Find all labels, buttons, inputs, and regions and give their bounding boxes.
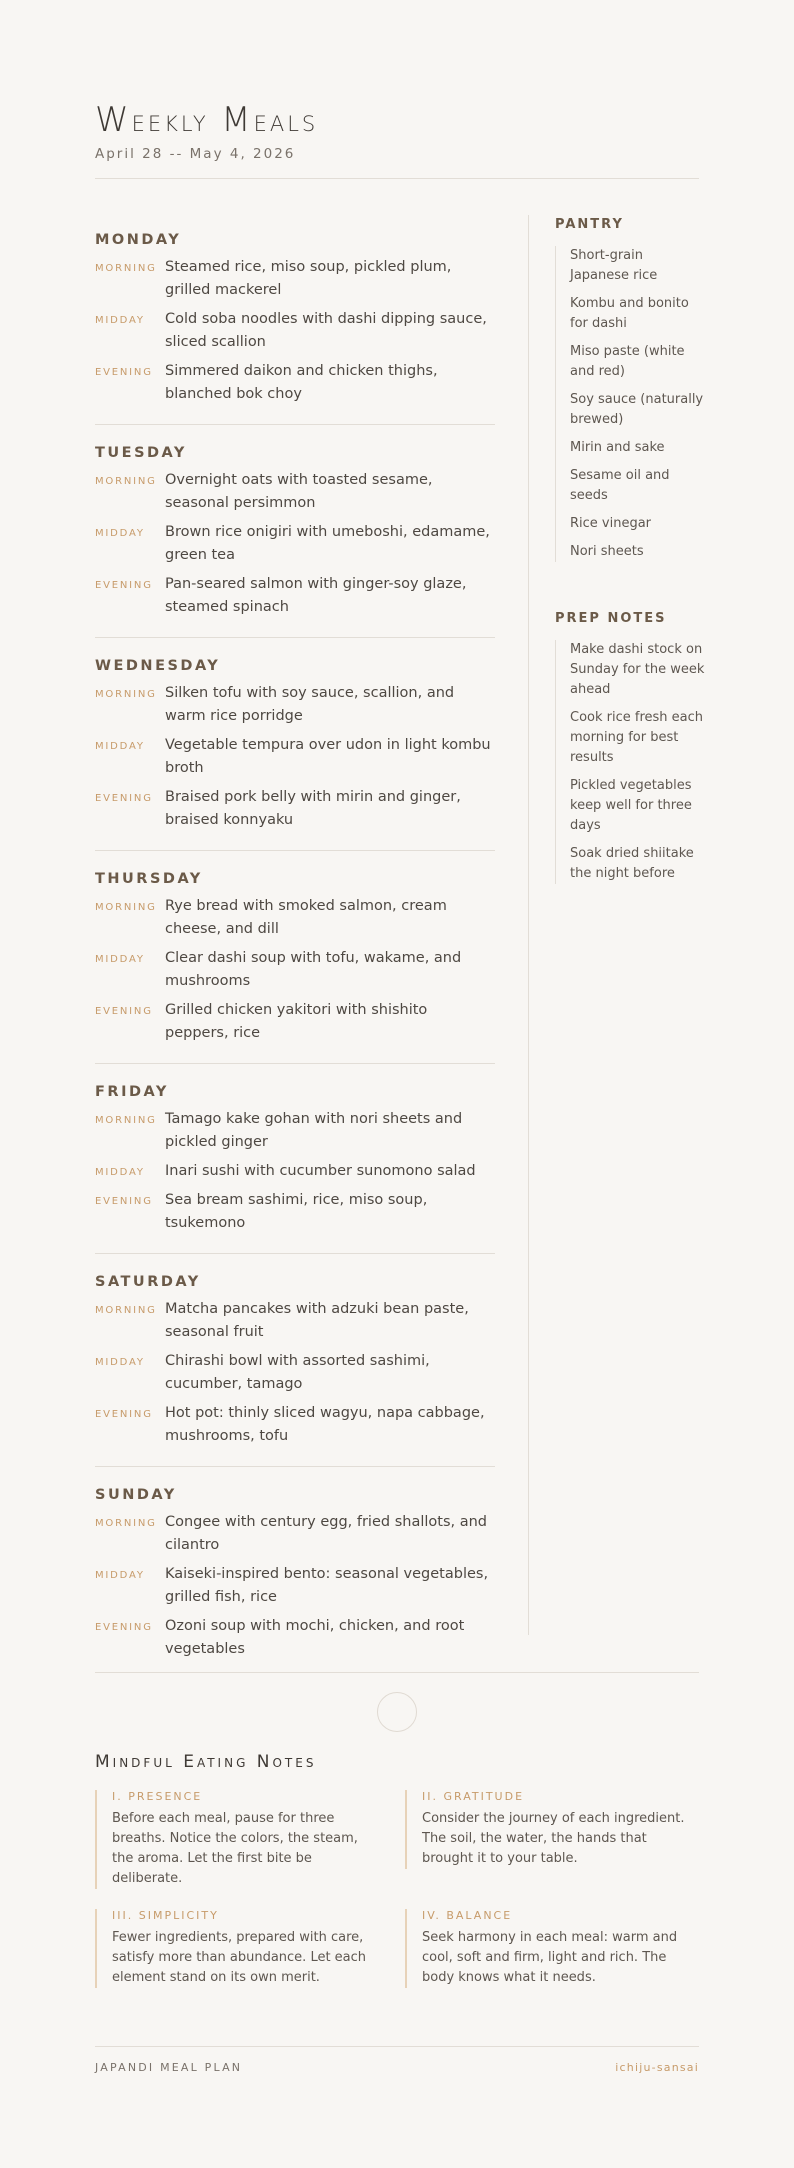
meal-text: Rye bread with smoked salmon, cream cheese, and dill (165, 898, 447, 937)
meal-row (95, 895, 495, 941)
day-title: SATURDAY (95, 1274, 201, 1290)
meal-label: EVENING (95, 580, 153, 591)
meal-row (95, 1615, 495, 1661)
meal-text: Inari sushi with cucumber sunomono salad (165, 1163, 476, 1179)
note-heading: II. GRATITUDE (422, 1790, 525, 1803)
prep-note-item: Make dashi stock on Sunday for the week ahead (570, 642, 705, 697)
meal-row (95, 1511, 495, 1557)
date-range: April 28 -- May 4, 2026 (95, 146, 296, 162)
prep-notes-section (555, 611, 705, 892)
meal-text: Silken tofu with soy sauce, scallion, and warm rice porridge (165, 685, 455, 724)
meal-label: EVENING (95, 1409, 153, 1420)
footer-divider (95, 2046, 699, 2047)
meal-text: Ozoni soup with mochi, chicken, and root vegetables (165, 1618, 465, 1657)
title-initial-2: M (221, 100, 254, 140)
section-divider (95, 1672, 699, 1673)
column-divider (528, 215, 529, 1635)
meal-label: MORNING (95, 1115, 157, 1126)
mindful-note (95, 1790, 380, 1889)
mindful-note (95, 1909, 380, 1988)
meal-label: MORNING (95, 902, 157, 913)
pantry-item: Miso paste (white and red) (570, 344, 685, 379)
meal-text: Brown rice onigiri with umeboshi, edamame, green tea (165, 524, 490, 563)
title-initial-1: W (95, 100, 132, 140)
meal-label: EVENING (95, 367, 153, 378)
prep-note-item: Cook rice fresh each morning for best results (570, 710, 704, 765)
mindful-title: Mindful Eating Notes (95, 1752, 317, 1772)
meal-row (95, 682, 495, 728)
meal-label: MORNING (95, 263, 157, 274)
meal-row (95, 1160, 495, 1183)
prep-note-item: Pickled vegetables keep well for three days (570, 778, 692, 833)
pantry-item: Nori sheets (570, 544, 644, 559)
meal-row (95, 1189, 495, 1235)
meal-label: MORNING (95, 1305, 157, 1316)
day-block (95, 1082, 495, 1235)
page-title (95, 100, 318, 140)
prep-notes-list (555, 640, 705, 884)
day-divider (95, 1063, 495, 1064)
mindful-note (405, 1909, 690, 1988)
day-title: TUESDAY (95, 445, 187, 461)
pantry-item: Sesame oil and seeds (570, 468, 670, 503)
note-body: Before each meal, pause for three breaths. Notice the colors, the steam, the aroma. Let the first bite be deliberate. (112, 1811, 358, 1886)
day-block (95, 443, 495, 619)
day-title: SUNDAY (95, 1487, 177, 1503)
day-divider (95, 637, 495, 638)
circle-ornament-icon (377, 1692, 417, 1732)
pantry-item: Kombu and bonito for dashi (570, 296, 689, 331)
title-rest-1: eekly (131, 104, 209, 139)
prep-notes-title: PREP NOTES (555, 611, 667, 626)
meal-row (95, 1402, 495, 1448)
meal-row (95, 469, 495, 515)
meal-text: Clear dashi soup with tofu, wakame, and mushrooms (165, 950, 462, 989)
title-rest-2: eals (253, 104, 319, 139)
meal-label: MIDDAY (95, 315, 145, 326)
day-title: THURSDAY (95, 871, 203, 887)
day-block (95, 869, 495, 1045)
meal-label: MORNING (95, 1518, 157, 1529)
mindful-note (405, 1790, 690, 1869)
meal-row (95, 1108, 495, 1154)
meal-row (95, 360, 495, 406)
meal-row (95, 786, 495, 832)
day-block (95, 656, 495, 832)
meal-text: Matcha pancakes with adzuki bean paste, seasonal fruit (165, 1301, 469, 1340)
meal-text: Braised pork belly with mirin and ginger, braised konnyaku (165, 789, 461, 828)
pantry-list (555, 246, 705, 562)
meal-row (95, 734, 495, 780)
meal-row (95, 999, 495, 1045)
pantry-item: Mirin and sake (570, 440, 665, 455)
meal-label: MIDDAY (95, 1570, 145, 1581)
meal-row (95, 1298, 495, 1344)
note-body: Seek harmony in each meal: warm and cool, soft and firm, light and rich. The body knows what it needs. (422, 1930, 678, 1985)
meal-label: EVENING (95, 1006, 153, 1017)
day-divider (95, 424, 495, 425)
note-body: Consider the journey of each ingredient. The soil, the water, the hands that brought it to your table. (422, 1811, 685, 1866)
pantry-item: Soy sauce (naturally brewed) (570, 392, 704, 427)
meal-label: EVENING (95, 1622, 153, 1633)
meal-label: MIDDAY (95, 1167, 145, 1178)
day-divider (95, 850, 495, 851)
meal-text: Sea bream sashimi, rice, miso soup, tsukemono (165, 1192, 428, 1231)
meal-label: MORNING (95, 689, 157, 700)
day-block (95, 1485, 495, 1661)
days-column (95, 230, 495, 1661)
meal-label: EVENING (95, 1196, 153, 1207)
meal-label: EVENING (95, 793, 153, 804)
meal-row (95, 1563, 495, 1609)
pantry-title: PANTRY (555, 217, 624, 232)
meal-text: Kaiseki-inspired bento: seasonal vegetables, grilled fish, rice (165, 1566, 489, 1605)
meal-text: Simmered daikon and chicken thighs, blanched bok choy (165, 363, 438, 402)
meal-text: Tamago kake gohan with nori sheets and pickled ginger (165, 1111, 463, 1150)
meal-text: Steamed rice, miso soup, pickled plum, grilled mackerel (165, 259, 452, 298)
meal-label: MIDDAY (95, 954, 145, 965)
note-heading: I. PRESENCE (112, 1790, 203, 1803)
meal-text: Vegetable tempura over udon in light kombu broth (165, 737, 491, 776)
day-title: MONDAY (95, 232, 182, 248)
day-divider (95, 1253, 495, 1254)
meal-row (95, 947, 495, 993)
meal-text: Hot pot: thinly sliced wagyu, napa cabbage, mushrooms, tofu (165, 1405, 485, 1444)
day-title: FRIDAY (95, 1084, 169, 1100)
meal-label: MIDDAY (95, 528, 145, 539)
meal-text: Cold soba noodles with dashi dipping sauce, sliced scallion (165, 311, 487, 350)
note-body: Fewer ingredients, prepared with care, satisfy more than abundance. Let each element stand on its own merit. (112, 1930, 367, 1985)
meal-text: Overnight oats with toasted sesame, seasonal persimmon (165, 472, 433, 511)
meal-text: Chirashi bowl with assorted sashimi, cucumber, tamago (165, 1353, 430, 1392)
meal-row (95, 308, 495, 354)
header-divider (95, 178, 699, 179)
day-block (95, 230, 495, 406)
footer-title: JAPANDI MEAL PLAN (95, 2061, 243, 2074)
day-divider (95, 1466, 495, 1467)
meal-row (95, 1350, 495, 1396)
day-block (95, 1272, 495, 1448)
meal-text: Pan-seared salmon with ginger-soy glaze, steamed spinach (165, 576, 467, 615)
footer-tag: ichiju-sansai (615, 2061, 699, 2074)
pantry-section (555, 217, 705, 570)
meal-text: Grilled chicken yakitori with shishito peppers, rice (165, 1002, 428, 1041)
meal-label: MIDDAY (95, 1357, 145, 1368)
note-heading: III. SIMPLICITY (112, 1909, 219, 1922)
meal-label: MORNING (95, 476, 157, 487)
prep-note-item: Soak dried shiitake the night before (570, 846, 694, 881)
meal-row (95, 256, 495, 302)
day-title: WEDNESDAY (95, 658, 221, 674)
note-heading: IV. BALANCE (422, 1909, 513, 1922)
pantry-item: Rice vinegar (570, 516, 652, 531)
meal-row (95, 521, 495, 567)
meal-label: MIDDAY (95, 741, 145, 752)
pantry-item: Short-grain Japanese rice (570, 248, 658, 283)
meal-text: Congee with century egg, fried shallots, and cilantro (165, 1514, 487, 1553)
meal-row (95, 573, 495, 619)
